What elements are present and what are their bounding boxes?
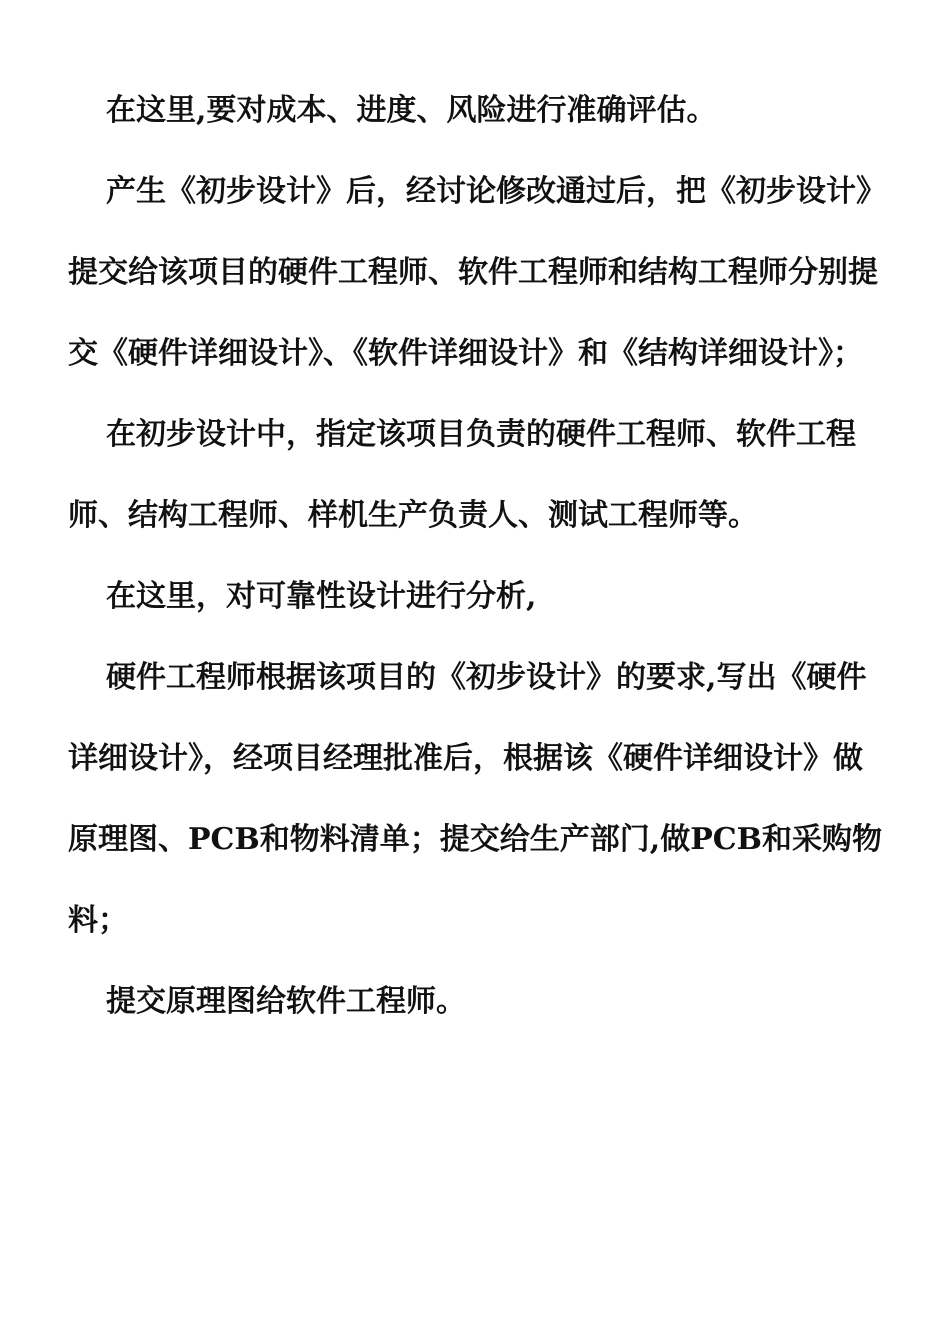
paragraph-preliminary-design: 产生《初步设计》后，经讨论修改通过后，把《初步设计》提交给该项目的硬件工程师、软件工程师和结构工程师分别提交《硬件详细设计》、《软件详细设计》和《结构详细设计》； bbox=[68, 174, 886, 371]
document-body bbox=[68, 70, 888, 1042]
paragraph-hardware-detail-design: 硬件工程师根据该项目的《初步设计》的要求,写出《硬件详细设计》，经项目经理批准后，根据该《硬件详细设计》做原理图、PCB和物料清单；提交给生产部门,做PCB和采购物料； bbox=[68, 660, 883, 938]
paragraph-assign-engineers: 在初步设计中，指定该项目负责的硬件工程师、软件工程师、结构工程师、样机生产负责人、测试工程师等。 bbox=[68, 417, 856, 533]
paragraph-cost-schedule-risk: 在这里,要对成本、进度、风险进行准确评估。 bbox=[106, 93, 717, 128]
paragraph-reliability: 在这里，对可靠性设计进行分析, bbox=[106, 579, 537, 614]
paragraph-submit-schematic: 提交原理图给软件工程师。 bbox=[106, 984, 466, 1019]
